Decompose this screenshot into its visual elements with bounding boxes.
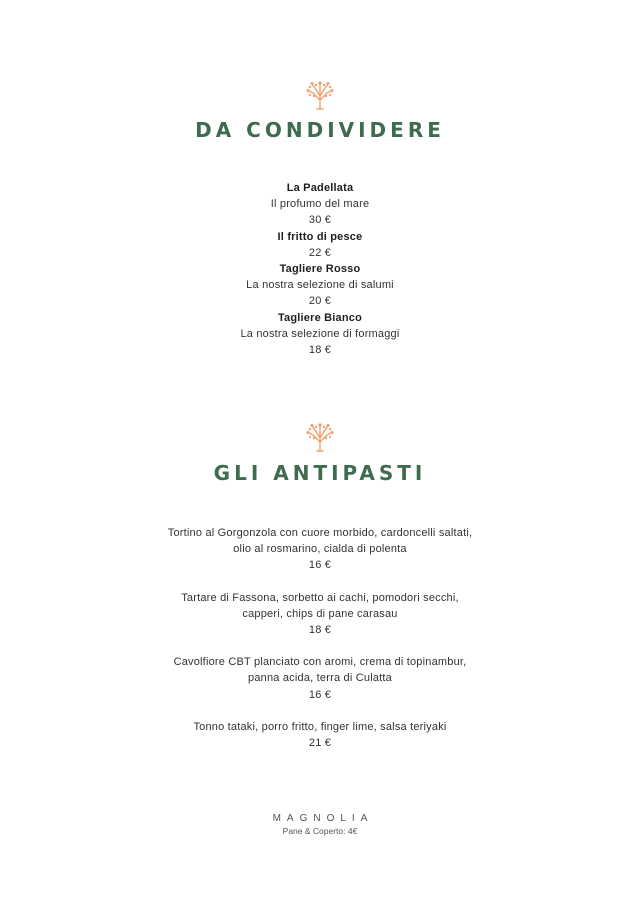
menu-item-name: Il fritto di pesce: [277, 230, 363, 243]
menu-item-desc: La nostra selezione di formaggi: [240, 327, 400, 340]
menu-item-name: Tagliere Bianco: [277, 311, 363, 324]
menu-item-desc: panna acida, terra di Culatta: [248, 672, 392, 685]
section-da-condividere: [0, 180, 640, 358]
menu-item-price: 16 €: [308, 688, 332, 701]
brand-name: MAGNOLIA: [272, 813, 374, 824]
menu-item-desc: Il profumo del mare: [270, 198, 370, 211]
menu-item-name: Tagliere Rosso: [279, 263, 361, 276]
menu-item: [0, 525, 640, 574]
menu-item-desc: La nostra selezione di salumi: [246, 279, 394, 292]
section-gli-antipasti: [0, 525, 640, 767]
menu-item-price: 30 €: [308, 214, 332, 227]
menu-item-desc: Tonno tataki, porro fritto, finger lime, salsa teriyaki: [193, 720, 447, 733]
menu-item-desc: Cavolfiore CBT planciato con aromi, crema di topinambur,: [173, 656, 467, 669]
menu-item-price: 20 €: [308, 295, 332, 308]
footer: [0, 813, 640, 836]
section-title-da-condividere: DA CONDIVIDERE: [195, 118, 445, 142]
menu-item-price: 21 €: [308, 737, 332, 750]
tree-icon: [303, 78, 337, 112]
menu-item-desc: Tartare di Fassona, sorbetto ai cachi, pomodori secchi,: [181, 591, 459, 604]
cover-charge: Pane & Coperto: 4€: [282, 826, 358, 836]
menu-item-price: 16 €: [308, 559, 332, 572]
menu-item-desc: Tortino al Gorgonzola con cuore morbido, cardoncelli saltati,: [167, 527, 473, 539]
menu-item-desc: olio al rosmarino, cialda di polenta: [233, 543, 407, 556]
section-title-gli-antipasti: GLI ANTIPASTI: [213, 461, 427, 485]
menu-item-price: 18 €: [308, 624, 332, 637]
tree-icon: [303, 420, 337, 454]
menu-item: [0, 719, 640, 751]
menu-item: [0, 590, 640, 639]
menu-item-desc: capperi, chips di pane carasau: [242, 607, 398, 620]
menu-item-name: La Padellata: [286, 182, 354, 194]
menu-item-price: 22 €: [308, 246, 332, 259]
menu-item: [0, 654, 640, 703]
menu-item-price: 18 €: [308, 344, 332, 357]
